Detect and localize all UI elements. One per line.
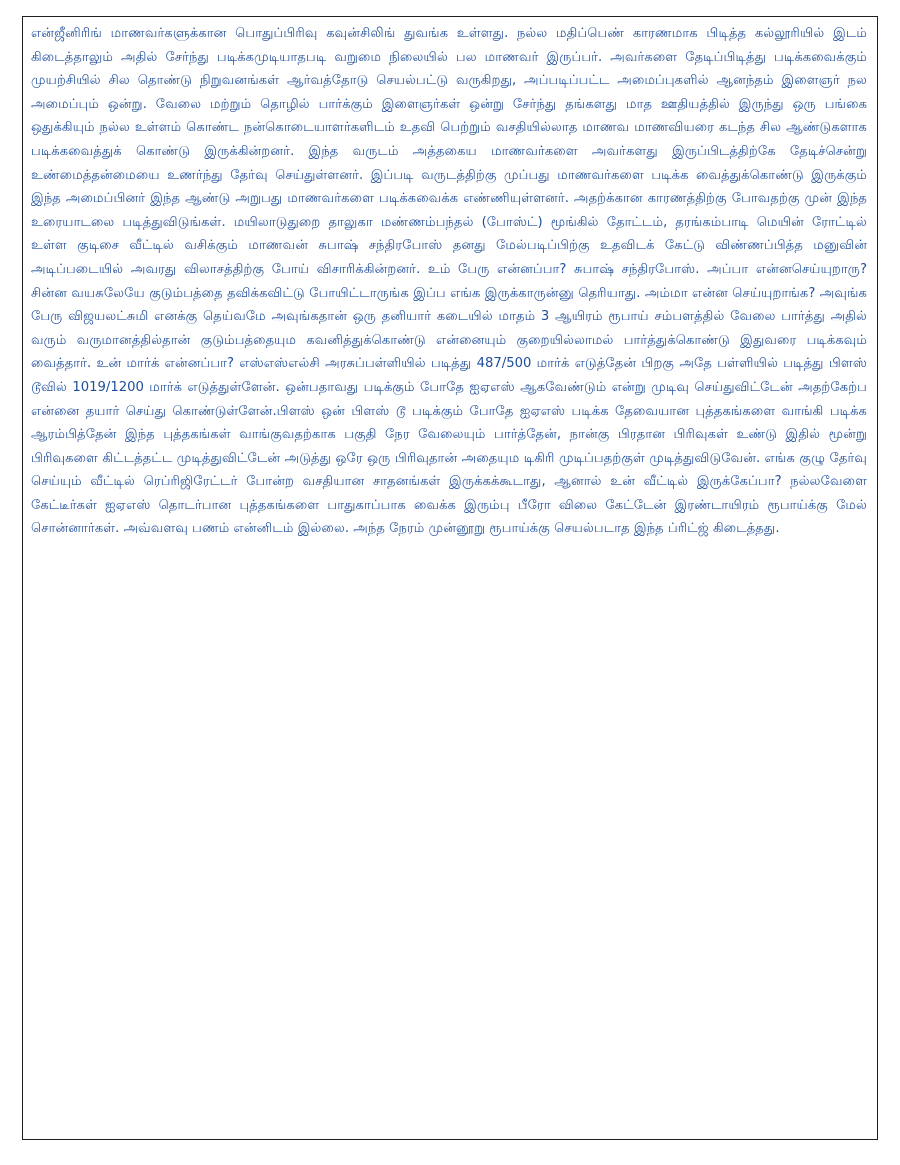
- document-page: [22, 16, 878, 1140]
- article-paragraph: என்ஜீனிரிங் மாணவர்களுக்கான பொதுப்பிரிவு கவுன்சிலிங் துவங்க உள்ளது. நல்ல மதிப்பெண் காரணமாக பிடித்த கல்லூரியில் இடம் கிடைத்தாலும் அதில் சேர்ந்து படிக்கமுடியாதபடி வறுமை நிலையில் பல மாணவர் இருப்பர். அவர்களை தேடிப்பிடித்து படிக்கவைக்கும் முயற்சியில் சில தொண்டு நிறுவனங்கள் ஆர்வத்தோடு செயல்பட்டு வருகிறது, அப்படிப்பட்ட அமைப்புகளில் ஆனந்தம் இளைஞர் நல அமைப்பும் ஒன்று. வேலை மற்றும் தொழில் பார்க்கும் இளைஞர்கள் ஒன்று சேர்ந்து தங்களது மாத ஊதியத்தில் இருந்து ஒரு பங்கை ஒதுக்கியும் நல்ல உள்ளம் கொண்ட நன்கொடையாளர்களிடம் உதவி பெற்றும் வசதியில்லாத மாணவ மாணவியரை கடந்த சில ஆண்டுகளாக படிக்கவைத்துக் கொண்டு இருக்கின்றனர். இந்த வருடம் அத்தகைய மாணவர்களை அவர்களது இருப்பிடத்திற்கே தேடிச்சென்று உண்மைத்தன்மையை உணர்ந்து தேர்வு செய்துள்ளனர். இப்படி வருடத்திற்கு முப்பது மாணவர்களை படிக்க வைத்துக்கொண்டு இருக்கும் இந்த அமைப்பினர் இந்த ஆண்டு அறுபது மாணவர்களை படிக்கவைக்க எண்ணியுள்ளனர். அதற்க்கான காரணத்திற்கு போவதற்கு முன் இந்த உரையாடலை படித்துவிடுங்கள். மயிலாடுதுறை தாலுகா மண்ணம்பந்தல் (போஸ்ட்) மூங்கில் தோட்டம், தரங்கம்பாடி மெயின் ரோட்டில் உள்ள குடிசை வீட்டில் வசிக்கும் மாணவன் சுபாஷ் சந்திரபோஸ் தனது மேல்படிப்பிற்கு உதவிடக் கேட்டு விண்ணப்பித்த மனுவின் அடிப்படையில் அவரது விலாசத்திற்கு போய் விசாரிக்கின்றனர். உம் பேரு என்னப்பா? சுபாஷ் சந்திரபோஸ். அப்பா என்னசெய்யுறாரு? சின்ன வயசுலேயே குடும்பத்தை தவிக்கவிட்டு போயிட்டாருங்க இப்ப எங்க இருக்காருன்னு தெரியாது. அம்மா என்ன செய்யுறாங்க? அவுங்க பேரு விஜயலட்சுமி எனக்கு தெய்வமே அவுங்கதான் ஒரு தனியார் கடையில் மாதம் 3 ஆயிரம் ரூபாய் சம்பளத்தில் வேலை பார்த்து அதில் வரும் வருமானத்தில்தான் குடும்பத்தையும கவனித்துக்கொண்டு என்னையும் குறையில்லாமல் பார்த்துக்கொண்டு இதுவரை படிக்கவும் வைத்தார். உன் மார்க் என்னப்பா? எஸ்எஸ்எல்சி அரசுப்பள்ளியில் படித்து 487/500 மார்க் எடுத்தேன் பிறகு அதே பள்ளியில் படித்து பிளஸ் டூவில் 1019/1200 மார்க் எடுத்துள்ளேன். ஒன்பதாவது படிக்கும் போதே ஐஏஎஸ் ஆகவேண்டும் என்று முடிவு செய்துவிட்டேன் அதற்கேற்ப என்னை தயார் செய்து கொண்டுள்ளேன்.பிளஸ் ஒன் பிளஸ் டூ படிக்கும் போதே ஐஏஎஸ் படிக்க தேவையான புத்தகங்களை வாங்கி படிக்க ஆரம்பித்தேன் இந்த புத்தகங்கள் வாங்குவதற்காக பகுதி நேர வேலையும் பார்த்தேன், நான்கு பிரதான பிரிவுகள் உண்டு இதில் மூன்று பிரிவுகளை கிட்டத்தட்ட முடித்துவிட்டேன் அடுத்து ஒரே ஒரு பிரிவுதான் அதையும டிகிரி முடிப்பதற்குள் முடித்துவிடுவேன். எங்க குழு தேர்வு செய்யும் வீட்டில் ரெப்ரிஜிரேட்டர் போன்ற வசதியான சாதனங்கள் இருக்கக்கூடாது, ஆனால் உன் வீட்டில் இருக்கேப்பா? நல்லவேளை கேட்டீர்கள் ஐஏஎஸ் தொடர்பான புத்தகங்களை பாதுகாப்பாக வைக்க இரும்பு பீரோ விலை கேட்டேன் இரண்டாயிரம் ரூபாய்க்கு மேல் சொன்னார்கள். அவ்வளவு பணம் என்னிடம் இல்லை. அந்த நேரம் முன்னூறு ரூபாய்க்கு செயல்படாத இந்த ப்ரிட்ஜ் கிடைத்தது.: [31, 26, 867, 537]
